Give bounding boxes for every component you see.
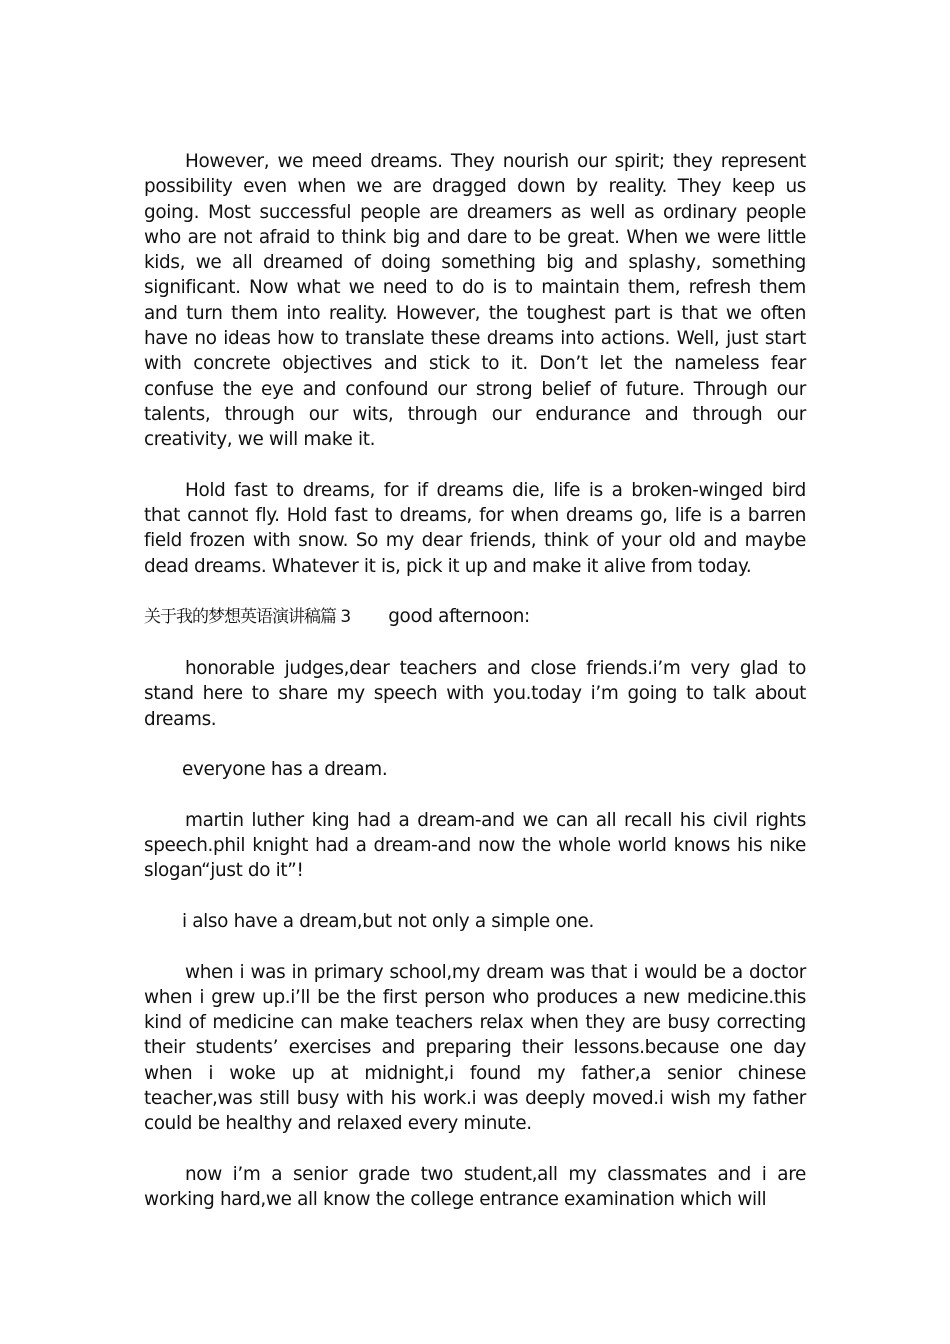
paragraph-dreams-nourish: However, we meed dreams. They nourish our spirit; they represent possibility even when we are dragged down by reality. They keep us going. Most successful people are dreamers as well as ordinary people who are not afraid to think big and dare to be great. When we were little kids, we all dreamed of doing something big and splashy, something significant. Now what we need to do is to maintain them, refresh them and turn them into reality. However, the toughest part is that we often have no ideas how to translate these dreams into actions. Well, just start with concrete objectives and stick to it. Don’t let the nameless fear confuse the eye and confound our strong belief of future. Through our talents, through our wits, through our endurance and through our creativity, we will make it. — [144, 151, 806, 451]
section-heading — [144, 604, 806, 630]
section-title: 关于我的梦想英语演讲稿篇 3 — [144, 607, 351, 628]
paragraph-primary-school: when i was in primary school,my dream was that i would be a doctor when i grew up.i’ll be the first person who produces a new medicine.this kind of medicine can make teachers relax when they are busy correcting their students’ exercises and preparing their lessons.because one day when i woke up at midnight,i found my father,a senior chinese teacher,was still busy with his work.i was deeply moved.i wish my father could be healthy and relaxed every minute. — [144, 961, 806, 1135]
paragraph-senior-grade: now i’m a senior grade two student,all my classmates and i are working hard,we all know the college entrance examination which will — [144, 1163, 806, 1211]
paragraph-i-also-have-dream: i also have a dream,but not only a simple one. — [182, 910, 595, 932]
paragraph-martin-luther-king: martin luther king had a dream-and we can all recall his civil rights speech.phil knight had a dream-and now the whole world knows his nike slogan“just do it”! — [144, 809, 806, 882]
paragraph-hold-fast: Hold fast to dreams, for if dreams die, life is a broken-winged bird that cannot fly. Hold fast to dreams, for when dreams go, life is a barren field frozen with snow. So my dear friends, think of your old and maybe dead dreams. Whatever it is, pick it up and make it alive from today. — [144, 479, 806, 577]
section-greeting: good afternoon: — [388, 606, 530, 628]
paragraph-honorable-judges: honorable judges,dear teachers and close friends.i’m very glad to stand here to share my speech with you.today i’m going to talk about dreams. — [144, 657, 806, 730]
document-page — [144, 149, 806, 1212]
paragraph-everyone-dream: everyone has a dream. — [182, 759, 388, 781]
